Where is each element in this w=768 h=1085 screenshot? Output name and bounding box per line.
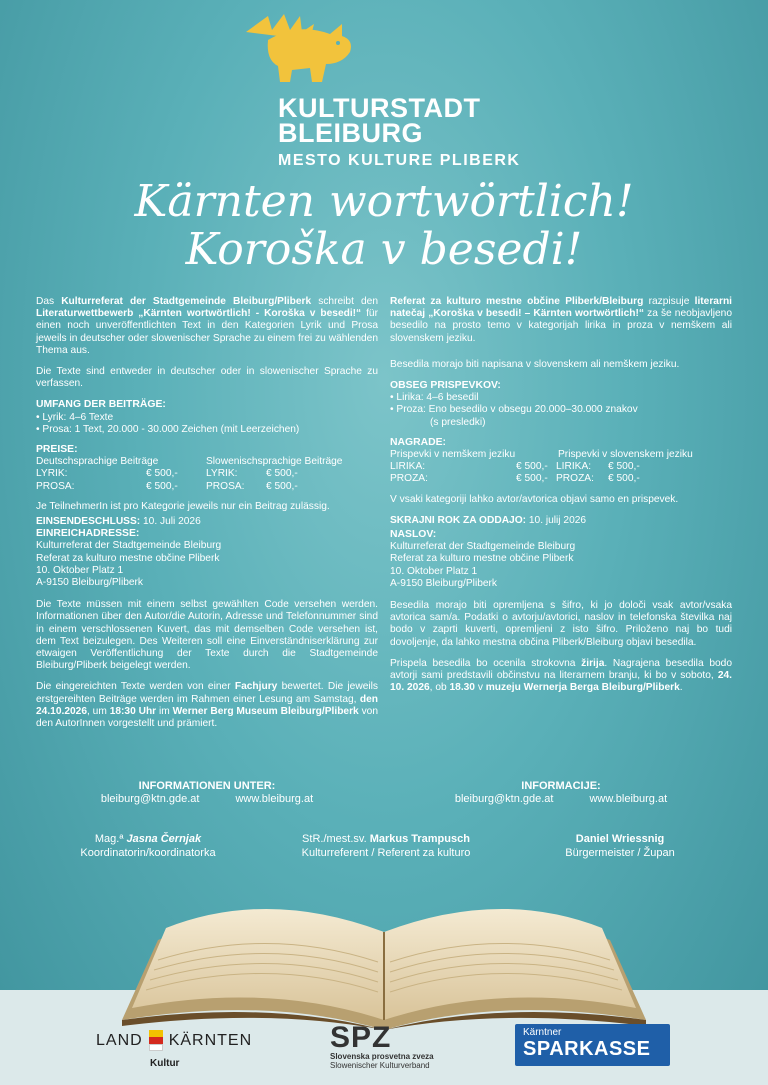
text: schreibt den: [311, 296, 378, 307]
prize-heading: NAGRADE:: [390, 436, 446, 448]
prize-label: PROSA:: [206, 480, 245, 492]
prize-col-headers: [36, 456, 378, 468]
prize-value: € 500,-: [516, 461, 548, 473]
prize-col-header: Slowenischsprachige Beiträge: [206, 456, 343, 468]
address-heading: EINREICHADRESSE:: [36, 528, 140, 540]
address-line: Referat za kulturo mestne občine Pliberk: [390, 553, 574, 565]
prize-value: € 500,-: [266, 480, 298, 492]
signature-name: [276, 832, 496, 846]
deadline-label: EINSENDESCHLUSS:: [36, 516, 141, 528]
contact-title: INFORMACIJE:: [521, 780, 601, 792]
text: za še neobjavljeno besedilo na prosto temo v kategorijah lirika in proza v nemškem ali slovenskem jeziku.: [390, 308, 732, 344]
logo-subtext: Kultur: [150, 1058, 180, 1069]
address-line: A-9150 Bleiburg/Pliberk: [390, 577, 498, 589]
jury-word: Fachjury: [234, 681, 278, 693]
brand-line-1: KULTURSTADT: [278, 93, 481, 123]
event-time: 18:30 Uhr: [109, 705, 157, 717]
contact-web-link[interactable]: www.bleiburg.at: [235, 793, 314, 805]
signature-referent: [276, 832, 496, 860]
address-heading: NASLOV:: [390, 529, 437, 541]
text: Das: [36, 296, 62, 307]
code-paragraph: Die Texte müssen mit einem selbst gewählten Code versehen werden. Informationen über den Autor/die Autorin, Adresse und Telefonnummer sind in einem verschlossenen Kuvert, das mit demselben Code versehen ist, dem Text beizulegen. Des Weiteren soll eine Einverständniserklärung zur etwaigen Veröffentlichung der Texte durch die Stadtgemeinde Bleiburg/Pliberk beigelegt werden.: [36, 599, 378, 672]
jury-word: žirija: [581, 657, 605, 669]
land-kaernten-logo: [96, 1030, 253, 1069]
prize-row: [390, 461, 732, 473]
prize-row: [36, 468, 378, 480]
prize-col-header: Deutschsprachige Beiträge: [36, 456, 159, 468]
title-german: Kärnten wortwörtlich!: [134, 176, 634, 227]
text: für einen noch unveröffentlichten Text in den Kategorien Lyrik und Prosa jeweils in deutscher oder slowenischer Sprache zu einem frei zu wählenden Thema aus.: [36, 308, 378, 356]
person-name: Markus Trampusch: [369, 833, 470, 845]
event-time: 18.30: [449, 682, 475, 694]
title-slovene: Koroška v besedi!: [185, 224, 583, 275]
spz-line-2: Slowenischer Kulturverband: [330, 1061, 430, 1070]
kulturstadt-animal-logo: [238, 10, 358, 85]
person-name: Jasna Černjak: [126, 833, 202, 845]
brand-title: [278, 93, 481, 148]
prize-value: € 500,-: [146, 468, 178, 480]
prize-value: € 500,-: [516, 473, 548, 485]
deadline: [36, 516, 378, 528]
address-line: Referat za kulturo mestne občine Pliberk: [36, 552, 220, 564]
prize-value: € 500,-: [608, 473, 640, 485]
scope-heading: UMFANG DER BEITRÄGE:: [36, 399, 166, 411]
scope-proza: • Proza: Eno besedilo v obsegu 20.000–30.000 znakov: [390, 404, 638, 416]
scope-section: [36, 399, 378, 436]
contact-email-link[interactable]: bleiburg@ktn.gde.at: [100, 793, 200, 805]
prize-col-headers: [390, 449, 732, 461]
one-entry-note: V vsaki kategoriji lahko avtor/avtorica objavi samo en prispevek.: [390, 493, 679, 505]
prize-label: LYRIK:: [206, 468, 238, 480]
intro-paragraph: [390, 296, 732, 345]
address-line: 10. Oktober Platz 1: [390, 565, 478, 577]
code-paragraph: Besedila morajo biti opremljena s šifro, ki jo določi vsak avtor/vsaka avtorica sam/a. Podatki o avtorju/avtorici, naslov in telefonska številka naj bodo v zaprti kuverti, opremljeni z isto šifro. Priloženo naj bo tudi dovoljenje, da lahko mestna občina Pliberk/Bleiburg objavi besedila.: [390, 600, 732, 648]
prize-col-header: Prispevki v nemškem jeziku: [390, 449, 516, 461]
prize-label: LIRIKA:: [556, 461, 592, 473]
scope-lirika: • Lirika: 4–6 besedil: [390, 392, 479, 404]
prize-value: € 500,-: [266, 468, 298, 480]
deadline-label: SKRAJNI ROK ZA ODDAJO:: [390, 514, 527, 526]
language-note: Die Texte sind entweder in deutscher oder in slowenischer Sprache zu verfassen.: [36, 366, 378, 390]
jury-paragraph: [36, 681, 378, 730]
signature-name: [48, 832, 248, 846]
sparkasse-name: SPARKASSE: [523, 1038, 651, 1060]
text: v: [474, 682, 486, 694]
prize-label: PROSA:: [36, 480, 75, 492]
address-line: Kulturreferat der Stadtgemeinde Bleiburg: [36, 540, 222, 552]
one-entry-note: Je TeilnehmerIn ist pro Kategorie jeweils nur ein Beitrag zulässig.: [36, 500, 330, 512]
sparkasse-logo: [515, 1024, 670, 1066]
address-block: [390, 529, 732, 590]
signature-name: [520, 832, 720, 846]
open-book-image: [118, 870, 650, 1030]
spz-logo: [330, 1021, 434, 1070]
contact-row: [36, 793, 378, 805]
jury-paragraph: [390, 658, 732, 695]
contact-web-link[interactable]: www.bleiburg.at: [589, 793, 668, 805]
slovene-column: [390, 296, 732, 703]
prize-row: [36, 481, 378, 493]
prize-section: [36, 444, 378, 493]
event-place: muzeju Wernerja Berga Bleiburg/Pliberk: [485, 682, 680, 694]
scope-proza-note: (s presledki): [430, 416, 486, 428]
prize-col-header: Prispevki v slovenskem jeziku: [558, 449, 693, 461]
org-name: Kulturreferat der Stadtgemeinde Bleiburg/Pliberk: [61, 296, 312, 307]
text: bewertet. Die jeweils erstgereihten Beiträge werden im Rahmen einer Lesung am Samstag,: [36, 681, 378, 705]
text: Prispela besedila bo ocenila strokovna: [390, 657, 582, 669]
prize-label: LIRIKA:: [390, 461, 426, 473]
event-name: Literaturwettbewerb „Kärnten wortwörtlich! - Koroška v besedi!“: [36, 308, 362, 320]
signature-coordinator: [48, 832, 248, 860]
text: . Nagrajena besedila bodo avtorji sami predstavili občinstvu na literarnem branju, ki bo v soboto,: [390, 657, 732, 682]
address-block: [36, 528, 378, 589]
text: .: [679, 682, 683, 694]
logo-text: KÄRNTEN: [168, 1032, 253, 1049]
event-date: den 24.10.2026: [36, 693, 378, 717]
scope-section: [390, 380, 732, 429]
text: Die eingereichten Texte werden von einer: [36, 681, 235, 693]
address-line: A-9150 Bleiburg/Pliberk: [36, 577, 144, 589]
signature-role: Kulturreferent / Referent za kulturo: [301, 847, 471, 859]
scope-heading: OBSEG PRISPEVKOV:: [390, 380, 501, 392]
spz-line-1: Slovenska prosvetna zveza: [330, 1052, 434, 1061]
name-prefix: StR./mest.sv.: [302, 833, 370, 845]
prize-section: [390, 437, 732, 486]
deadline-value: 10. Juli 2026: [140, 516, 201, 528]
signature-mayor: [520, 832, 720, 860]
brand-subtitle: MESTO KULTURE PLIBERK: [278, 152, 521, 169]
event-place: Werner Berg Museum Bleiburg/Pliberk: [172, 705, 359, 717]
prize-label: LYRIK:: [36, 468, 68, 480]
brand-line-2: BLEIBURG: [278, 118, 423, 148]
name-prefix: Mag.ª: [94, 833, 127, 845]
prize-label: PROZA:: [390, 473, 428, 485]
prize-heading: PREISE:: [36, 444, 78, 456]
text: im: [156, 705, 173, 717]
prize-value: € 500,-: [146, 480, 178, 492]
language-note: Besedila morajo biti napisana v slovenskem ali nemškem jeziku.: [390, 358, 680, 370]
org-name: Referat za kulturo mestne občine Pliberk/Bleiburg: [390, 296, 644, 307]
signature-role: Bürgermeister / Župan: [565, 847, 675, 859]
deadline: [390, 515, 732, 527]
signature-role: Koordinatorin/koordinatorka: [80, 847, 216, 859]
carinthia-flag-icon: [149, 1030, 163, 1052]
text: , ob: [429, 682, 450, 694]
person-name: Daniel Wriessnig: [575, 833, 665, 845]
contact-title: INFORMATIONEN UNTER:: [138, 780, 276, 792]
scope-lyrik: • Lyrik: 4–6 Texte: [36, 411, 114, 423]
text: razpisuje: [643, 296, 695, 307]
text: von den AutorInnen vorgestellt und prämiert.: [36, 705, 378, 730]
contact-german: [36, 780, 378, 805]
spz-wordmark: SPZ: [330, 1021, 392, 1054]
text: , um: [87, 705, 110, 717]
deadline-value: 10. julij 2026: [526, 514, 587, 526]
contact-row: [390, 793, 732, 805]
intro-paragraph: [36, 296, 378, 357]
address-line: 10. Oktober Platz 1: [36, 564, 124, 576]
contact-email-link[interactable]: bleiburg@ktn.gde.at: [454, 793, 554, 805]
event-name: literarni natečaj „Koroška v besedi! – Kärnten wortwörtlich!“: [390, 296, 732, 320]
logo-text: LAND: [96, 1032, 143, 1049]
scope-prosa: • Prosa: 1 Text, 20.000 - 30.000 Zeichen (mit Leerzeichen): [36, 423, 300, 435]
address-line: Kulturreferat der Stadtgemeinde Bleiburg: [390, 541, 576, 553]
sparkasse-top: Kärntner: [523, 1027, 562, 1038]
prize-value: € 500,-: [608, 461, 640, 473]
prize-row: [390, 473, 732, 485]
event-date: 24. 10. 2026: [390, 670, 732, 694]
german-column: [36, 296, 378, 739]
contact-slovene: [390, 780, 732, 805]
prize-label: PROZA:: [556, 473, 594, 485]
